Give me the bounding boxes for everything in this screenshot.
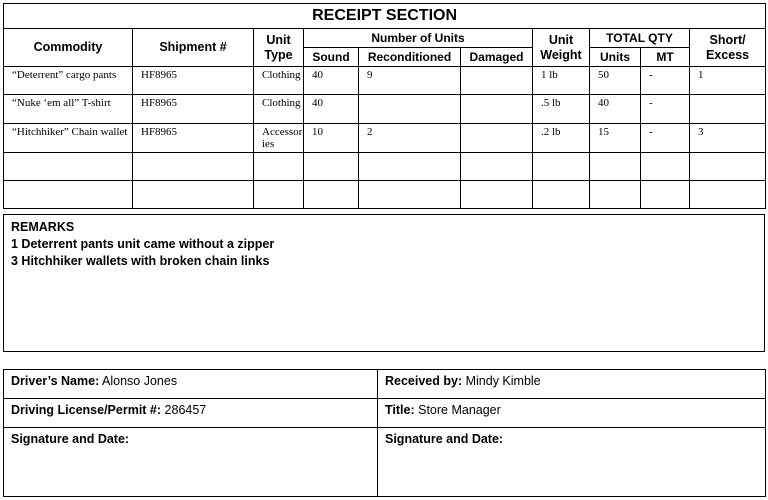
- signature-table: [3, 369, 766, 497]
- driver-signature-label: Signature and Date:: [11, 432, 130, 446]
- header-short-excess: Short/ Excess: [690, 29, 766, 67]
- header-number-of-units: Number of Units: [304, 29, 533, 48]
- license-label: Driving License/Permit #:: [11, 403, 162, 417]
- empty-cell: [641, 153, 690, 181]
- receipt-title: RECEIPT SECTION: [4, 4, 766, 29]
- empty-cell: [4, 181, 133, 209]
- mt-cell: -: [641, 124, 690, 153]
- received-by-label: Received by:: [385, 374, 463, 388]
- empty-cell: [304, 153, 359, 181]
- driver-name-cell: [4, 370, 378, 399]
- remarks-cell: [4, 215, 765, 352]
- short-excess-cell: 3: [690, 124, 766, 153]
- header-unit-type: Unit Type: [254, 29, 304, 67]
- header-sound: Sound: [304, 48, 359, 67]
- remark-line: 3 Hitchhiker wallets with broken chain links: [11, 254, 270, 268]
- header-unit-weight: Unit Weight: [533, 29, 590, 67]
- short-excess-cell: [690, 95, 766, 124]
- damaged-cell: [461, 124, 533, 153]
- damaged-cell: [461, 67, 533, 95]
- empty-cell: [590, 181, 641, 209]
- empty-row: [4, 153, 766, 181]
- shipment-cell: HF8965: [133, 124, 254, 153]
- remark-line: 1 Deterrent pants unit came without a zipper: [11, 237, 275, 251]
- mt-cell: -: [641, 95, 690, 124]
- license-cell: [4, 399, 378, 428]
- remarks-box: [3, 214, 765, 352]
- mt-cell: -: [641, 67, 690, 95]
- empty-cell: [590, 153, 641, 181]
- title-label: Title:: [385, 403, 415, 417]
- empty-cell: [533, 181, 590, 209]
- commodity-cell: “Hitchhiker” Chain wallet: [4, 124, 133, 153]
- title-cell: [378, 399, 766, 428]
- short-excess-cell: 1: [690, 67, 766, 95]
- empty-cell: [133, 153, 254, 181]
- header-reconditioned: Reconditioned: [359, 48, 461, 67]
- units-cell: 40: [590, 95, 641, 124]
- shipment-cell: HF8965: [133, 95, 254, 124]
- receiver-signature-cell: [378, 428, 766, 497]
- empty-cell: [133, 181, 254, 209]
- received-by-value: Mindy Kimble: [462, 374, 541, 388]
- driver-name-value: Alonso Jones: [99, 374, 178, 388]
- empty-cell: [359, 181, 461, 209]
- unit-type-cell: Clothing: [254, 67, 304, 95]
- header-units: Units: [590, 48, 641, 67]
- driver-name-label: Driver’s Name:: [11, 374, 100, 388]
- damaged-cell: [461, 95, 533, 124]
- table-row: [4, 124, 766, 153]
- sound-cell: 10: [304, 124, 359, 153]
- driver-signature-cell: [4, 428, 378, 497]
- empty-row: [4, 181, 766, 209]
- empty-cell: [4, 153, 133, 181]
- units-cell: 15: [590, 124, 641, 153]
- unit-weight-cell: .5 lb: [533, 95, 590, 124]
- empty-cell: [461, 153, 533, 181]
- unit-weight-cell: .2 lb: [533, 124, 590, 153]
- header-total-qty: TOTAL QTY: [590, 29, 690, 48]
- reconditioned-cell: 9: [359, 67, 461, 95]
- commodity-cell: “Nuke ‘em all” T-shirt: [4, 95, 133, 124]
- unit-type-cell: Accessories: [254, 124, 304, 153]
- header-shipment: Shipment #: [133, 29, 254, 67]
- empty-cell: [690, 153, 766, 181]
- shipment-cell: HF8965: [133, 67, 254, 95]
- empty-cell: [690, 181, 766, 209]
- reconditioned-cell: [359, 95, 461, 124]
- unit-weight-cell: 1 lb: [533, 67, 590, 95]
- sound-cell: 40: [304, 95, 359, 124]
- header-damaged: Damaged: [461, 48, 533, 67]
- empty-cell: [461, 181, 533, 209]
- empty-cell: [359, 153, 461, 181]
- units-cell: 50: [590, 67, 641, 95]
- unit-type-cell: Clothing: [254, 95, 304, 124]
- sound-cell: 40: [304, 67, 359, 95]
- empty-cell: [641, 181, 690, 209]
- received-by-cell: [378, 370, 766, 399]
- reconditioned-cell: 2: [359, 124, 461, 153]
- table-row: [4, 95, 766, 124]
- receiver-signature-label: Signature and Date:: [385, 432, 504, 446]
- empty-cell: [254, 181, 304, 209]
- empty-cell: [304, 181, 359, 209]
- header-commodity: Commodity: [4, 29, 133, 67]
- empty-cell: [533, 153, 590, 181]
- commodity-cell: “Deterrent” cargo pants: [4, 67, 133, 95]
- title-value: Store Manager: [414, 403, 501, 417]
- empty-cell: [254, 153, 304, 181]
- header-mt: MT: [641, 48, 690, 67]
- table-row: [4, 67, 766, 95]
- remarks-label: REMARKS: [11, 220, 75, 234]
- license-value: 286457: [161, 403, 207, 417]
- receipt-table: [3, 3, 766, 209]
